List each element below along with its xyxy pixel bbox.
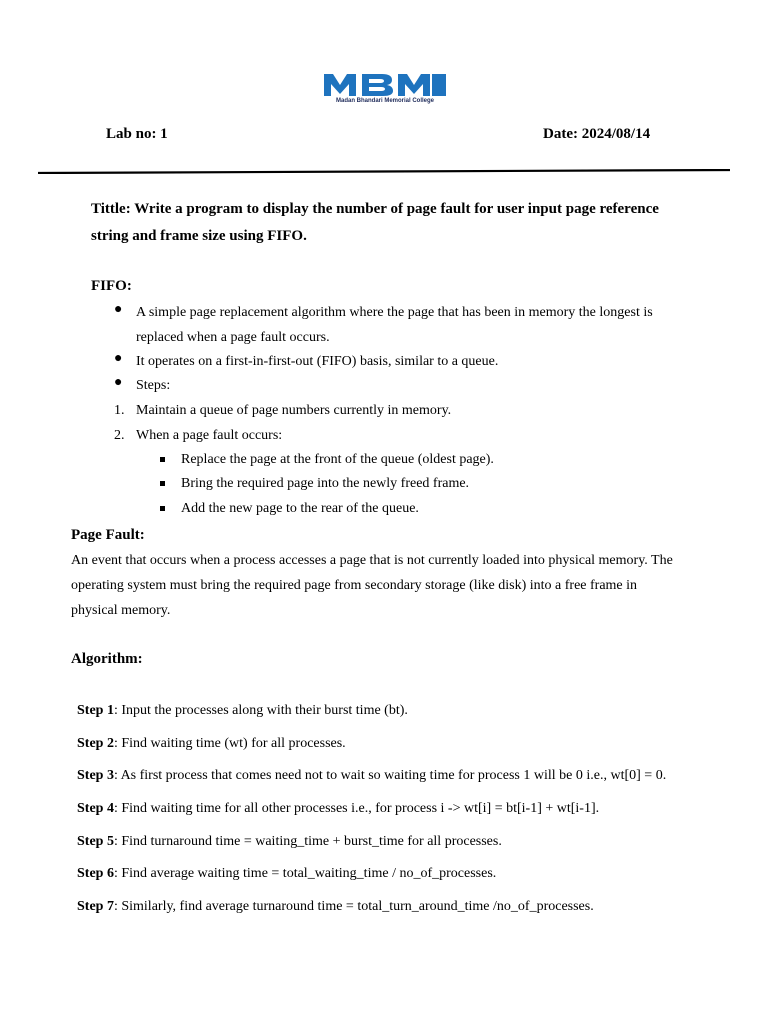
college-name: Madan Bhandari Memorial College (335, 98, 435, 104)
list-number: 2. (114, 428, 125, 443)
list-item: A simple page replacement algorithm where the page that has been in memory the longest is replaced when a page fault occurs. (136, 305, 653, 345)
page-fault-body: An event that occurs when a process accesses a page that is not currently loaded into physical memory. The operating system must bring the required page from secondary storage (like disk) into a free frame in physical memory. (71, 553, 673, 618)
header-divider (38, 169, 730, 174)
bullet-dot-icon: ● (114, 302, 123, 317)
algorithm-step: Step 4: Find waiting time for all other processes i.e., for process i -> wt[i] = bt[i-1] + wt[i-1]. (77, 801, 600, 816)
square-bullet-icon (160, 506, 165, 511)
algorithm-step: Step 3: As first process that comes need not to wait so waiting time for process 1 will be 0 i.e., wt[0] = 0. (77, 768, 667, 783)
list-item: Maintain a queue of page numbers currently in memory. (136, 403, 452, 418)
page-title: Tittle: Write a program to display the number of page fault for user input page reference string and frame size using FIFO. (91, 201, 659, 244)
algorithm-step: Step 7: Similarly, find average turnaround time = total_turn_around_time /no_of_processes. (77, 899, 594, 914)
fifo-heading: FIFO: (91, 278, 132, 294)
list-item: When a page fault occurs: (136, 428, 283, 443)
algorithm-step: Step 1: Input the processes along with their burst time (bt). (77, 703, 408, 718)
list-item: Bring the required page into the newly freed frame. (181, 476, 470, 491)
lab-date: Date: 2024/08/14 (543, 126, 651, 142)
bullet-dot-icon: ● (114, 375, 123, 390)
square-bullet-icon (160, 481, 165, 486)
algorithm-step: Step 2: Find waiting time (wt) for all processes. (77, 736, 346, 751)
list-item: Replace the page at the front of the queue (oldest page). (181, 452, 494, 467)
bullet-dot-icon: ● (114, 351, 123, 366)
college-logo (322, 72, 448, 108)
lab-number: Lab no: 1 (106, 126, 168, 142)
list-number: 1. (114, 403, 125, 418)
algorithm-heading: Algorithm: (71, 651, 143, 667)
list-item: It operates on a first-in-first-out (FIFO) basis, similar to a queue. (136, 354, 499, 369)
list-item: Steps: (136, 378, 171, 393)
page-fault-heading: Page Fault: (71, 527, 145, 543)
algorithm-step: Step 6: Find average waiting time = total_waiting_time / no_of_processes. (77, 866, 497, 881)
mbm-wordmark-icon (322, 72, 448, 98)
square-bullet-icon (160, 457, 165, 462)
list-item: Add the new page to the rear of the queue. (181, 501, 419, 516)
algorithm-step: Step 5: Find turnaround time = waiting_time + burst_time for all processes. (77, 834, 502, 849)
